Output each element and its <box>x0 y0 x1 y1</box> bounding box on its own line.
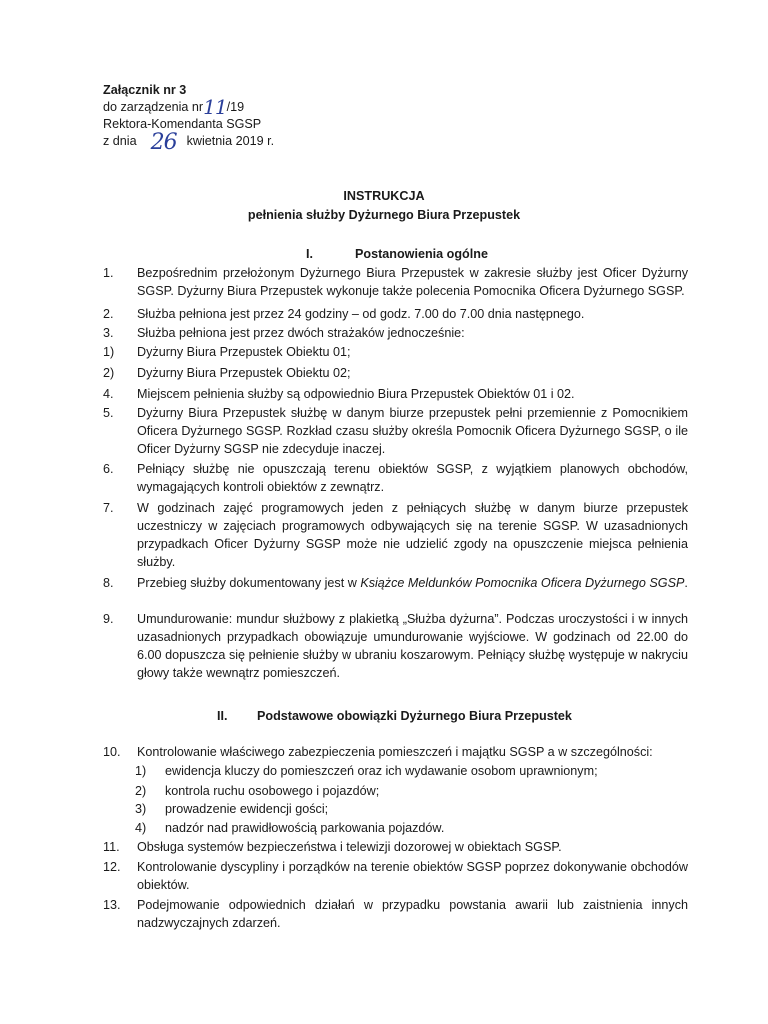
list-item <box>103 838 688 856</box>
handwritten-day: 26 <box>150 130 177 155</box>
order-date <box>103 130 423 155</box>
document-title: INSTRUKCJA <box>343 189 425 203</box>
item-text-after: . <box>684 576 688 590</box>
item-text: Miejscem pełnienia służby są odpowiednio Biura Przepustek Obiektów 01 i 02. <box>137 387 575 401</box>
order-prefix: do zarządzenia nr <box>103 100 204 114</box>
list-item <box>103 574 688 592</box>
sub-list-item <box>135 819 675 837</box>
issuer: Rektora-Komendanta SGSP <box>103 117 262 131</box>
subitem-number: 1) <box>135 764 147 778</box>
list-item <box>103 896 688 932</box>
section-2-title: Podstawowe obowiązki Dyżurnego Biura Przepustek <box>257 709 572 723</box>
item-text: Obsługa systemów bezpieczeństwa i telewizji dozorowej w obiektach SGSP. <box>137 840 562 854</box>
item-number: 2) <box>103 366 115 380</box>
list-item <box>103 858 688 894</box>
subitem-text: kontrola ruchu osobowego i pojazdów; <box>165 784 380 798</box>
item-text: Dyżurny Biura Przepustek Obiektu 02; <box>137 366 351 380</box>
item-number: 7. <box>103 501 114 515</box>
list-item <box>103 385 688 403</box>
item-number: 3. <box>103 326 114 340</box>
book-title: Książce Meldunków Pomocnika Oficera Dyżurnego SGSP <box>360 576 685 590</box>
item-text: Służba pełniona jest przez 24 godziny – od godz. 7.00 do 7.00 dnia następnego. <box>137 307 585 321</box>
handwritten-order-number: 11 <box>203 95 227 119</box>
sub-list-item <box>135 782 675 800</box>
list-item <box>103 743 688 761</box>
document-subtitle: pełnienia służby Dyżurnego Biura Przepustek <box>247 208 521 222</box>
item-text: Kontrolowanie właściwego zabezpieczenia pomieszczeń i majątku SGSP a w szczególności: <box>137 745 653 759</box>
item-text: Dyżurny Biura Przepustek służbę w danym biurze przepustek pełni przemiennie z Pomocnikiem Oficera Dyżurnego SGSP. Rozkład czasu służby określa Pomocnik Oficera Dyżurnego SGSP, o ile Oficer Dyżurny SGSP nie zdecyduje inaczej. <box>137 406 688 456</box>
subitem-text: ewidencja kluczy do pomieszczeń oraz ich wydawanie osobom uprawnionym; <box>165 764 598 778</box>
item-number: 10. <box>103 745 121 759</box>
item-number: 6. <box>103 462 114 476</box>
order-suffix: /19 <box>226 100 245 114</box>
item-text-before: Przebieg służby dokumentowany jest w <box>137 576 361 590</box>
item-number: 5. <box>103 406 114 420</box>
item-number: 2. <box>103 307 114 321</box>
order-reference <box>103 95 423 119</box>
annex-header <box>103 82 423 155</box>
item-text: Kontrolowanie dyscypliny i porządków na terenie obiektów SGSP poprzez dokonywanie obchodów obiektów. <box>137 860 688 892</box>
item-number: 1. <box>103 266 114 280</box>
list-item <box>103 610 688 682</box>
subitem-text: prowadzenie ewidencji gości; <box>165 802 329 816</box>
section-2-number: II. <box>217 709 228 723</box>
list-item <box>103 404 688 458</box>
item-text: W godzinach zajęć programowych jeden z pełniących służbę w danym biurze przepustek uczestniczy w zajęciach programowych odbywających się na terenie SGSP. W uzasadnionych przypadkach Oficer Dyżurny SGSP może nie udzielić zgody na opuszczenie miejsca pełnienia służby. <box>137 501 688 569</box>
item-number: 1) <box>103 345 115 359</box>
item-number: 4. <box>103 387 114 401</box>
item-text: Umundurowanie: mundur służbowy z plakietką „Służba dyżurna”. Podczas uroczystości i w innych uzasadnionych przypadkach obowiązuje umundurowanie wyjściowe. W godzinach od 22.00 do 6.00 dopuszcza się pełnienie służby w ubraniu koszarowym. Pełniący służbę występuje w nakryciu głowy także wewnątrz pomieszczeń. <box>137 612 688 680</box>
section-1-number: I. <box>306 247 313 261</box>
item-text: Bezpośrednim przełożonym Dyżurnego Biura Przepustek w zakresie służby jest Oficer Dyżurny SGSP. Dyżurny Biura Przepustek wykonuje także polecenia Pomocnika Oficera Dyżurnego SGSP. <box>137 266 688 298</box>
item-text: Służba pełniona jest przez dwóch strażaków jednocześnie: <box>137 326 465 340</box>
annex-number: Załącznik nr 3 <box>103 83 187 97</box>
item-number: 8. <box>103 576 114 590</box>
subitem-number: 4) <box>135 821 147 835</box>
sub-list-item <box>135 762 675 780</box>
section-1-title: Postanowienia ogólne <box>355 247 488 261</box>
list-item <box>103 343 688 361</box>
sub-list-item <box>135 800 675 818</box>
item-text: Podejmowanie odpowiednich działań w przypadku powstania awarii lub zaistnienia innych nadzwyczajnych zdarzeń. <box>137 898 688 930</box>
list-item <box>103 305 688 323</box>
list-item <box>103 499 688 571</box>
item-text <box>137 574 688 592</box>
item-text: Pełniący służbę nie opuszczają terenu obiektów SGSP, z wyjątkiem planowych obchodów, wymagających kontroli obiektów z zewnątrz. <box>137 462 688 494</box>
item-number: 13. <box>103 898 121 912</box>
item-number: 11. <box>103 840 120 854</box>
subitem-number: 2) <box>135 784 147 798</box>
item-number: 12. <box>103 860 121 874</box>
list-item <box>103 364 688 382</box>
item-number: 9. <box>103 612 114 626</box>
date-prefix: z dnia <box>103 134 137 148</box>
list-item <box>103 460 688 496</box>
item-text: Dyżurny Biura Przepustek Obiektu 01; <box>137 345 351 359</box>
list-item <box>103 324 688 342</box>
list-item <box>103 264 688 300</box>
subitem-text: nadzór nad prawidłowością parkowania pojazdów. <box>165 821 445 835</box>
subitem-number: 3) <box>135 802 147 816</box>
date-suffix: kwietnia 2019 r. <box>186 134 275 148</box>
